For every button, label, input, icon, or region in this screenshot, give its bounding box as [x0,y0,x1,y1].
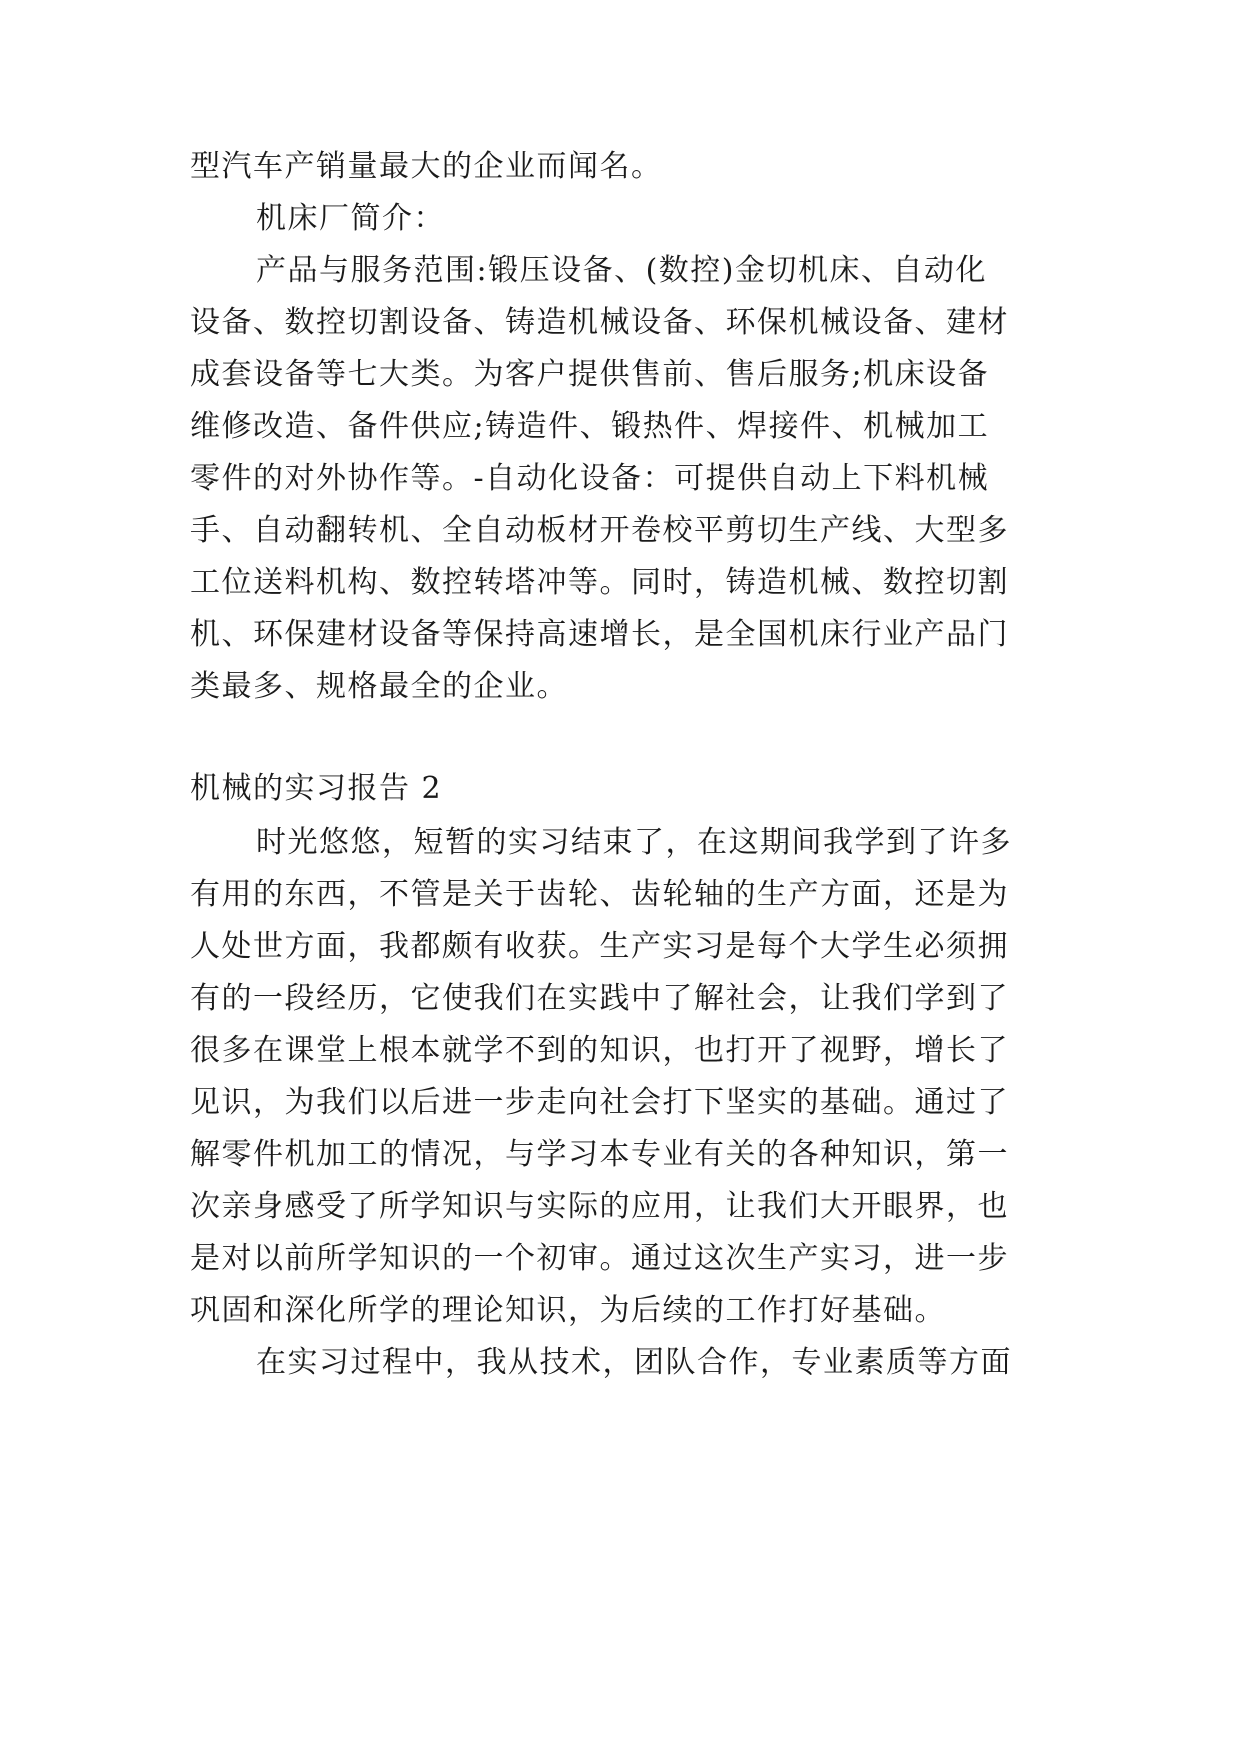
section-heading: 机械的实习报告 2 [190,771,443,806]
paragraph-line: 次亲身感受了所学知识与实际的应用，让我们大开眼界，也 [190,1189,1009,1224]
subheading: 机床厂简介： [256,201,445,236]
paragraph-line: 解零件机加工的情况，与学习本专业有关的各种知识，第一 [190,1137,1009,1172]
paragraph-line: 巩固和深化所学的理论知识，为后续的工作打好基础。 [190,1293,946,1328]
paragraph-line: 维修改造、备件供应;铸造件、锻热件、焊接件、机械加工 [190,409,990,444]
paragraph-line: 有的一段经历，它使我们在实践中了解社会，让我们学到了 [190,981,1009,1016]
paragraph-line: 产品与服务范围:锻压设备、(数控)金切机床、自动化 [256,253,988,288]
continuation-line: 型汽车产销量最大的企业而闻名。 [190,149,663,184]
paragraph-line: 工位送料机构、数控转塔冲等。同时，铸造机械、数控切割 [190,565,1009,600]
paragraph-line: 有用的东西，不管是关于齿轮、齿轮轴的生产方面，还是为 [190,877,1009,912]
paragraph-line: 手、自动翻转机、全自动板材开卷校平剪切生产线、大型多 [190,513,1009,548]
paragraph-line: 类最多、规格最全的企业。 [190,669,568,704]
paragraph-line: 机、环保建材设备等保持高速增长，是全国机床行业产品门 [190,617,1009,652]
paragraph-line: 人处世方面，我都颇有收获。生产实习是每个大学生必须拥 [190,929,1009,964]
paragraph-line: 时光悠悠，短暂的实习结束了，在这期间我学到了许多 [256,825,1012,860]
paragraph-line: 成套设备等七大类。为客户提供售前、售后服务;机床设备 [190,357,990,392]
paragraph-line: 在实习过程中，我从技术，团队合作，专业素质等方面 [256,1345,1012,1380]
paragraph-line: 是对以前所学知识的一个初审。通过这次生产实习，进一步 [190,1241,1009,1276]
paragraph-line: 见识，为我们以后进一步走向社会打下坚实的基础。通过了 [190,1085,1009,1120]
paragraph-line: 很多在课堂上根本就学不到的知识，也打开了视野，增长了 [190,1033,1009,1068]
paragraph-line: 零件的对外协作等。-自动化设备：可提供自动上下料机械 [190,461,990,496]
paragraph-line: 设备、数控切割设备、铸造机械设备、环保机械设备、建材 [190,305,1009,340]
